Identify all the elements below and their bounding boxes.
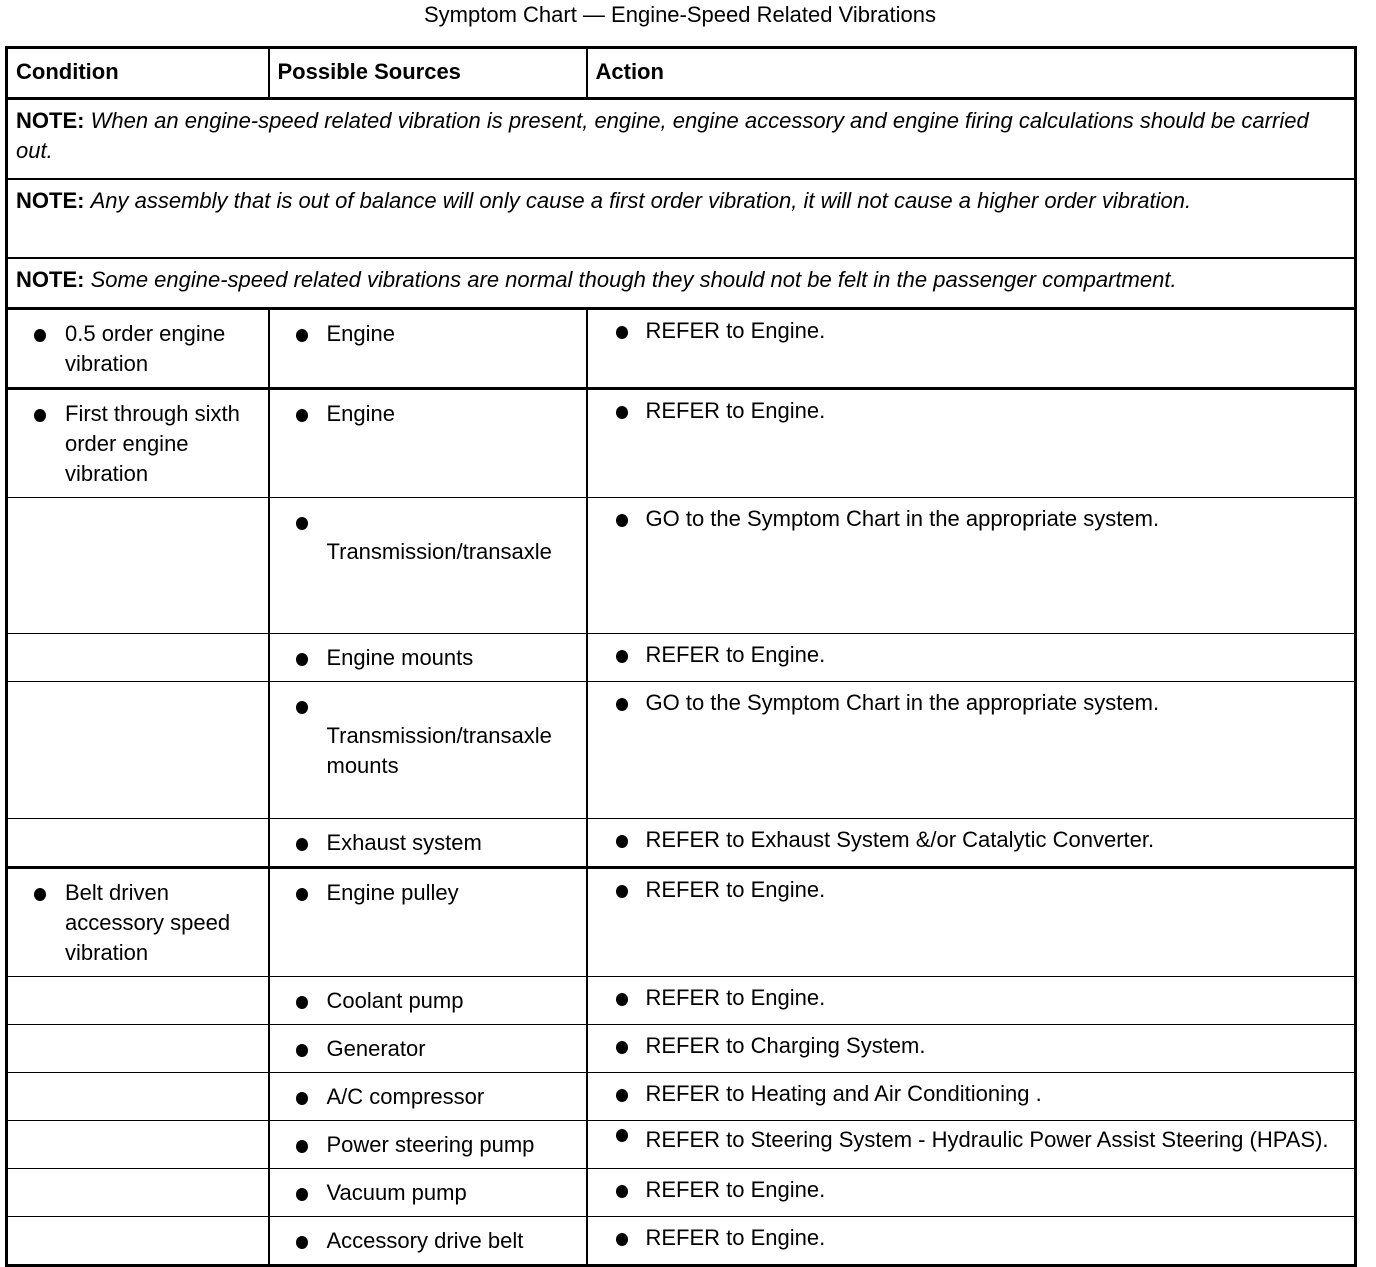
table-row xyxy=(7,1217,1356,1266)
source-text: Vacuum pump xyxy=(326,1180,467,1205)
condition-cell xyxy=(7,389,269,498)
bullet-icon xyxy=(616,1233,628,1246)
action-cell xyxy=(587,819,1356,868)
source-text: Accessory drive belt xyxy=(326,1228,524,1253)
action-cell xyxy=(587,389,1356,498)
source-cell xyxy=(269,819,587,868)
bullet-icon xyxy=(296,1236,308,1249)
bullet-icon xyxy=(34,329,46,342)
bullet-icon xyxy=(616,993,628,1006)
condition-cell xyxy=(7,498,269,634)
action-cell xyxy=(587,498,1356,634)
header-possible-sources: Possible Sources xyxy=(269,48,587,99)
header-action: Action xyxy=(587,48,1356,99)
note-text: Some engine-speed related vibrations are normal though they should not be felt in the passenger compartment. xyxy=(90,267,1177,292)
bullet-icon xyxy=(616,1185,628,1198)
condition-cell xyxy=(7,309,269,389)
table-row xyxy=(7,1121,1356,1169)
action-cell xyxy=(587,1025,1356,1073)
note-label: NOTE: xyxy=(16,267,85,292)
source-cell xyxy=(269,682,587,819)
table-row xyxy=(7,1025,1356,1073)
source-text: Engine mounts xyxy=(326,645,474,670)
note-row xyxy=(7,179,1356,258)
bullet-icon xyxy=(296,329,308,342)
note-text: When an engine-speed related vibration is present, engine, engine accessory and engine firing calculations should be carried out. xyxy=(16,108,1309,163)
source-cell xyxy=(269,1217,587,1266)
action-text: GO to the Symptom Chart in the appropriate system. xyxy=(645,506,1160,531)
source-cell xyxy=(269,498,587,634)
condition-cell xyxy=(7,1073,269,1121)
bullet-icon xyxy=(616,1129,628,1142)
source-cell xyxy=(269,309,587,389)
bullet-icon xyxy=(616,514,628,527)
bullet-icon xyxy=(296,409,308,422)
action-text: REFER to Heating and Air Conditioning . xyxy=(645,1081,1042,1106)
condition-cell xyxy=(7,868,269,977)
source-text: Engine xyxy=(326,401,396,426)
table-row xyxy=(7,682,1356,819)
table-row xyxy=(7,868,1356,977)
bullet-icon xyxy=(616,326,628,339)
bullet-icon xyxy=(296,1188,308,1201)
action-cell xyxy=(587,682,1356,819)
action-text: REFER to Engine. xyxy=(645,1225,826,1250)
table-row xyxy=(7,819,1356,868)
source-text: Coolant pump xyxy=(326,988,464,1013)
source-text: Transmission/transaxle mounts xyxy=(326,723,552,778)
bullet-icon xyxy=(34,888,46,901)
action-cell xyxy=(587,868,1356,977)
bullet-icon xyxy=(296,838,308,851)
table-row xyxy=(7,389,1356,498)
bullet-icon xyxy=(296,1092,308,1105)
condition-cell xyxy=(7,1169,269,1217)
condition-cell xyxy=(7,1121,269,1169)
bullet-icon xyxy=(616,1089,628,1102)
action-cell xyxy=(587,309,1356,389)
source-text: Engine pulley xyxy=(326,880,459,905)
source-text: Transmission/transaxle xyxy=(326,539,552,564)
table-row xyxy=(7,1169,1356,1217)
bullet-icon xyxy=(296,701,308,714)
table-row xyxy=(7,634,1356,682)
bullet-icon xyxy=(296,1044,308,1057)
source-cell xyxy=(269,1121,587,1169)
bullet-icon xyxy=(616,650,628,663)
bullet-icon xyxy=(616,698,628,711)
action-cell xyxy=(587,1073,1356,1121)
bullet-icon xyxy=(296,1140,308,1153)
table-row xyxy=(7,1073,1356,1121)
condition-cell xyxy=(7,819,269,868)
action-cell xyxy=(587,1121,1356,1169)
bullet-icon xyxy=(616,885,628,898)
action-cell xyxy=(587,977,1356,1025)
condition-cell xyxy=(7,634,269,682)
bullet-icon xyxy=(616,835,628,848)
action-text: REFER to Engine. xyxy=(645,1177,826,1202)
action-cell xyxy=(587,1169,1356,1217)
action-text: REFER to Engine. xyxy=(645,398,826,423)
symptom-table xyxy=(5,46,1357,1267)
header-row xyxy=(7,48,1356,99)
source-cell xyxy=(269,977,587,1025)
action-text: REFER to Charging System. xyxy=(645,1033,926,1058)
bullet-icon xyxy=(296,517,308,530)
bullet-icon xyxy=(616,1041,628,1054)
source-cell xyxy=(269,1073,587,1121)
condition-cell xyxy=(7,682,269,819)
chart-title: Symptom Chart — Engine-Speed Related Vibrations xyxy=(424,2,936,27)
table-row xyxy=(7,498,1356,634)
table-row xyxy=(7,309,1356,389)
note-label: NOTE: xyxy=(16,108,85,133)
action-cell xyxy=(587,634,1356,682)
note-label: NOTE: xyxy=(16,188,85,213)
source-text: Engine xyxy=(326,321,396,346)
source-text: Power steering pump xyxy=(326,1132,535,1157)
condition-cell xyxy=(7,1217,269,1266)
source-cell xyxy=(269,634,587,682)
bullet-icon xyxy=(296,653,308,666)
condition-text: Belt driven accessory speed vibration xyxy=(65,880,231,965)
source-text: Exhaust system xyxy=(326,830,482,855)
action-text: REFER to Exhaust System &/or Catalytic Converter. xyxy=(645,827,1155,852)
action-cell xyxy=(587,1217,1356,1266)
condition-cell xyxy=(7,1025,269,1073)
source-text: A/C compressor xyxy=(326,1084,485,1109)
bullet-icon xyxy=(296,996,308,1009)
condition-cell xyxy=(7,977,269,1025)
bullet-icon xyxy=(296,888,308,901)
header-condition: Condition xyxy=(7,48,269,99)
bullet-icon xyxy=(34,409,46,422)
action-text: GO to the Symptom Chart in the appropriate system. xyxy=(645,690,1160,715)
source-text: Generator xyxy=(326,1036,426,1061)
condition-text: 0.5 order engine vibration xyxy=(65,321,226,376)
condition-text: First through sixth order engine vibration xyxy=(65,401,240,486)
source-cell xyxy=(269,389,587,498)
table-row xyxy=(7,977,1356,1025)
note-row xyxy=(7,258,1356,309)
source-cell xyxy=(269,1169,587,1217)
action-text: REFER to Engine. xyxy=(645,642,826,667)
source-cell xyxy=(269,1025,587,1073)
action-text: REFER to Steering System - Hydraulic Power Assist Steering (HPAS). xyxy=(645,1127,1329,1152)
note-row xyxy=(7,99,1356,180)
note-text: Any assembly that is out of balance will only cause a first order vibration, it will not cause a higher order vibration. xyxy=(90,188,1192,213)
action-text: REFER to Engine. xyxy=(645,318,826,343)
action-text: REFER to Engine. xyxy=(645,985,826,1010)
source-cell xyxy=(269,868,587,977)
action-text: REFER to Engine. xyxy=(645,877,826,902)
bullet-icon xyxy=(616,406,628,419)
